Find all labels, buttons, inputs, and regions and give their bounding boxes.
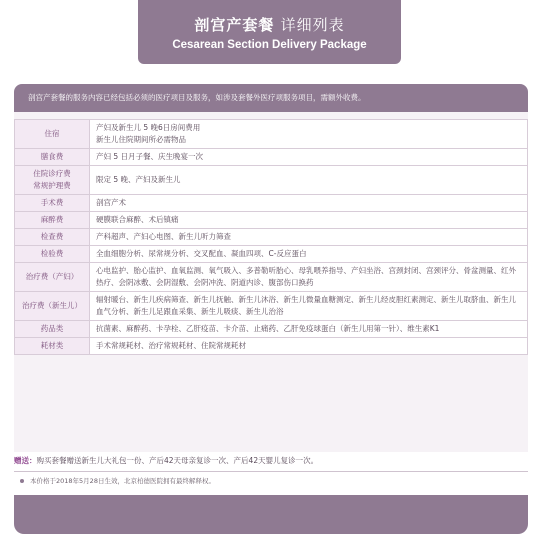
table-row — [15, 120, 528, 149]
row-content: 产妇 5 日月子餐、庆生晚宴一次 — [90, 149, 528, 166]
row-label: 治疗费（产妇） — [15, 263, 90, 292]
table-row — [15, 338, 528, 355]
table-row — [15, 212, 528, 229]
row-label: 耗材类 — [15, 338, 90, 355]
row-content: 产科超声、产妇心电图、新生儿听力筛查 — [90, 229, 528, 246]
validity-note: 本价格于2018年5月28日生效，北京柏德医院拥有最终解释权。 — [20, 476, 215, 485]
table-row — [15, 229, 528, 246]
row-label: 膳食费 — [15, 149, 90, 166]
row-content: 全血细胞分析、尿常规分析、交叉配血、凝血四项、C-反应蛋白 — [90, 246, 528, 263]
intro-band: 剖宫产套餐的服务内容已经包括必须的医疗项目及服务，如涉及套餐外医疗项服务项目，需额外收费。 — [14, 84, 528, 112]
row-label: 检查费 — [15, 229, 90, 246]
table-row — [15, 321, 528, 338]
package-table — [14, 119, 528, 355]
row-label: 住院诊疗费 常规护理费 — [15, 166, 90, 195]
row-label: 住宿 — [15, 120, 90, 149]
row-label: 手术费 — [15, 195, 90, 212]
header-banner — [138, 0, 401, 64]
divider — [14, 471, 528, 472]
row-content: 剖宫产术 — [90, 195, 528, 212]
row-label: 检验费 — [15, 246, 90, 263]
table-row — [15, 166, 528, 195]
row-content: 限定 5 晚、产妇及新生儿 — [90, 166, 528, 195]
row-label: 治疗费（新生儿） — [15, 292, 90, 321]
row-content: 硬膜联合麻醉、术后镇痛 — [90, 212, 528, 229]
page-title: 剖宫产套餐 详细列表 — [194, 16, 345, 34]
table-row — [15, 149, 528, 166]
row-content: 抗菌素、麻醉药、卡孕栓、乙肝疫苗、卡介苗、止痛药、乙肝免疫球蛋白（新生儿用第一针）、维生素K1 — [90, 321, 528, 338]
footer-band — [14, 495, 528, 534]
gift-line: 赠送：购买套餐赠送新生儿大礼包一份、产后42天母亲复诊一次、产后42天婴儿复诊一次。 — [14, 456, 319, 465]
row-label: 药品类 — [15, 321, 90, 338]
row-content: 手术常规耗材、治疗常规耗材、住院常规耗材 — [90, 338, 528, 355]
table-row — [15, 246, 528, 263]
row-label: 麻醉费 — [15, 212, 90, 229]
table-row — [15, 292, 528, 321]
row-content: 心电监护、胎心监护、血氧监测、氧气吸入、多普勒听胎心、母乳喂养指导、产妇坐浴、宫颈封闭、宫颈评分、骨盆测量、红外热疗、会阴冰敷、会阴湿敷、会阴冲洗、阴道内诊、腹部伤口换药 — [90, 263, 528, 292]
row-content: 辐射暖台、新生儿疾病筛查、新生儿抚触、新生儿沐浴、新生儿微量血糖测定、新生儿经皮胆红素测定、新生儿取脐血、新生儿血气分析、新生儿足跟血采集、新生儿吸痰、新生儿治浴 — [90, 292, 528, 321]
bullet-dot — [20, 479, 24, 483]
table-row — [15, 263, 528, 292]
page-title-english: Cesarean Section Delivery Package — [172, 39, 367, 51]
row-content: 产妇及新生儿 5 晚6日房间费用 新生儿住院期间所必需物品 — [90, 120, 528, 149]
table-row — [15, 195, 528, 212]
